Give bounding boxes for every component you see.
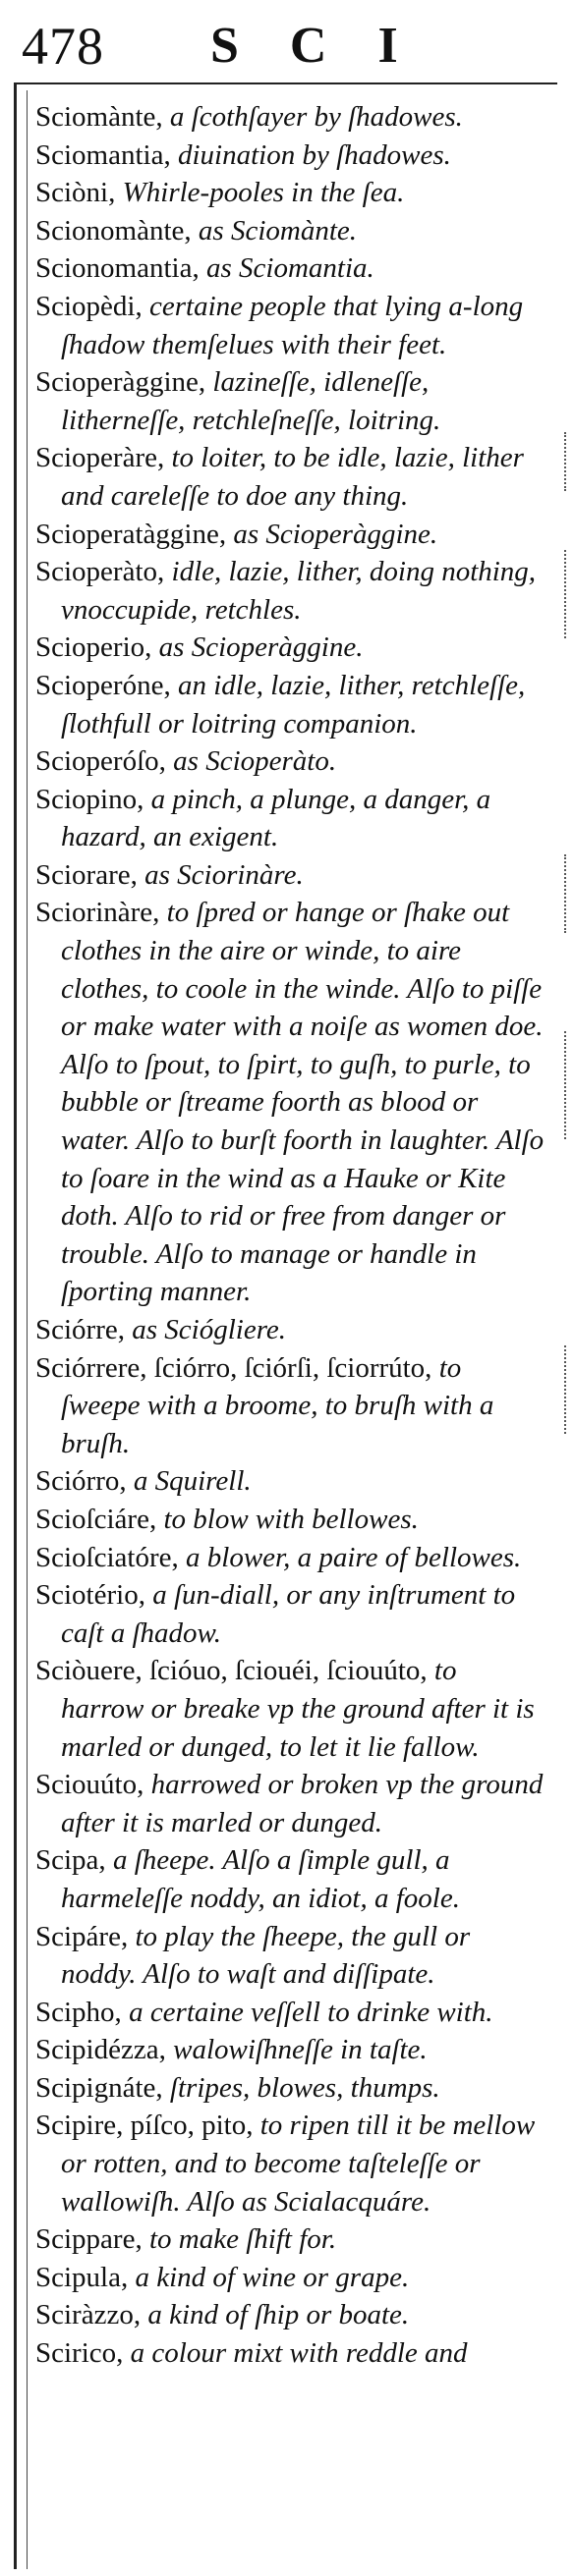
gloss: a pinch, a plunge, a danger, a hazard, an exigent.	[61, 783, 491, 853]
headword: Sciòni,	[35, 177, 116, 209]
dictionary-entry	[35, 439, 546, 515]
gloss: a blower, a paire of bellowes.	[178, 1541, 522, 1573]
dictionary-entry	[35, 516, 546, 554]
gloss: a certaine veſſell to drinke with.	[121, 1996, 493, 2028]
headword: Scipula,	[35, 2261, 129, 2293]
dictionary-entry	[35, 1766, 546, 1841]
dictionary-entry	[35, 2296, 546, 2334]
headword: Scioperóſo,	[35, 745, 166, 778]
headword: Sciouúto,	[35, 1769, 144, 1801]
headword: Sciopino,	[35, 783, 144, 815]
dictionary-entry	[35, 1462, 546, 1501]
dictionary-entry	[35, 1539, 546, 1577]
headword: Sciórre,	[35, 1314, 125, 1345]
gloss: to harrow or breake vp the ground after it is marled or dunged, to let it lie fallow.	[61, 1655, 535, 1763]
gloss: lazineſſe, idleneſſe, litherneſſe, retchleſneſſe, loitring.	[61, 366, 441, 436]
gloss: a Squirell.	[126, 1465, 252, 1498]
headword: Sciorinàre,	[35, 897, 160, 929]
gloss: as Scioperàggine.	[226, 518, 438, 550]
dictionary-entry	[35, 1994, 546, 2032]
gloss: to ripen till it be mellow or rotten, and to become taſteleſſe or wallowiſh. Alſo as Scialacquáre.	[61, 2110, 536, 2218]
dictionary-entry	[35, 2031, 546, 2069]
dictionary-entry	[35, 212, 546, 250]
headword: Scioſciatóre,	[35, 1541, 179, 1573]
gloss: to loiter, to be idle, lazie, lither and careleſſe to doe any thing.	[61, 442, 524, 512]
gloss: as Sciorinàre.	[137, 858, 304, 891]
headword: Sciràzzo,	[35, 2299, 142, 2331]
gloss: certaine people that lying a-long ſhadow themſelues with their feet.	[61, 290, 524, 360]
dictionary-entry	[35, 363, 546, 439]
dictionary-entry	[35, 98, 546, 137]
gloss: Whirle-pooles in the ſea.	[115, 177, 405, 209]
margin-scratch	[564, 550, 572, 638]
dictionary-entry	[35, 1652, 546, 1766]
headword: Scirico,	[35, 2337, 124, 2370]
dictionary-entry	[35, 1501, 546, 1539]
gloss: a ſheepe. Alſo a ſimple gull, a harmeleſſe noddy, an idiot, a foole.	[61, 1844, 460, 1914]
dictionary-entry	[35, 2220, 546, 2259]
headword: Sciorare,	[35, 858, 138, 891]
headword: Scionomantia,	[35, 252, 200, 285]
headword: Scioperàto,	[35, 556, 165, 588]
headword: Sciórrere, ſciórro, ſciórſi, ſciorrúto,	[35, 1351, 432, 1384]
dictionary-entry	[35, 894, 546, 1311]
gloss: a kind of wine or grape.	[128, 2261, 410, 2293]
dictionary-entry	[35, 2069, 546, 2108]
headword: Scipire, píſco, pito,	[35, 2110, 254, 2142]
dictionary-entry	[35, 1311, 546, 1349]
gloss: idle, lazie, lither, doing nothing, vnoccupide, retchles.	[61, 556, 537, 626]
headword: Sciomànte,	[35, 101, 163, 133]
gloss: a ſun-diall, or any inſtrument to caſt a ſhadow.	[61, 1579, 516, 1649]
gloss: as Scioperàto.	[165, 745, 337, 778]
margin-scratch	[564, 432, 572, 491]
gloss: as Sciomànte.	[191, 214, 358, 247]
dictionary-entry	[35, 1349, 546, 1463]
dictionary-entry	[35, 288, 546, 363]
headword: Scioſciáre,	[35, 1503, 157, 1535]
gloss: ſtripes, blowes, thumps.	[162, 2071, 440, 2104]
gloss: to play the ſheepe, the gull or noddy. Alſo to waſt and diſſipate.	[61, 1920, 471, 1991]
dictionary-entry	[35, 249, 546, 288]
dictionary-entry	[35, 2259, 546, 2297]
dictionary-entry	[35, 2334, 546, 2373]
headword: Scioperatàggine,	[35, 518, 227, 550]
dictionary-entry	[35, 137, 546, 175]
dictionary-entry	[35, 174, 546, 212]
margin-scratch	[564, 1345, 572, 1434]
gloss: to make ſhift for.	[142, 2223, 337, 2256]
page-header	[14, 12, 560, 81]
dictionary-entry	[35, 553, 546, 629]
headword: Scioperàggine,	[35, 366, 206, 399]
dictionary-entry	[35, 629, 546, 667]
dictionary-entry	[35, 742, 546, 781]
margin-scratch	[564, 1031, 572, 1139]
gloss: harrowed or broken vp the ground after it is marled or dunged.	[61, 1769, 544, 1838]
headword: Sciopèdi,	[35, 290, 143, 322]
headword: Sciotério,	[35, 1579, 145, 1612]
gloss: as Sciógliere.	[125, 1314, 287, 1345]
headword: Scionomànte,	[35, 214, 192, 247]
headword: Sciórro,	[35, 1465, 127, 1498]
headword: Sciomantia,	[35, 138, 171, 171]
headword: Scioperóne,	[35, 669, 171, 701]
gloss: to ſweepe with a broome, to bruſh with a bruſh.	[61, 1351, 494, 1459]
dictionary-entry	[35, 667, 546, 742]
headword: Scioperio,	[35, 631, 152, 664]
headword: Scipáre,	[35, 1920, 129, 1952]
headword: Scippare,	[35, 2223, 143, 2256]
gloss: a colour mixt with reddle and	[123, 2337, 468, 2370]
headword: Sciòuere, ſcióuo, ſciouéi, ſciouúto,	[35, 1655, 428, 1687]
gloss: diuination by ſhadowes.	[170, 138, 451, 171]
headword: Scipho,	[35, 1996, 122, 2028]
gloss: to blow with bellowes.	[156, 1503, 419, 1535]
dictionary-entry	[35, 1576, 546, 1652]
dictionary-entry	[35, 1918, 546, 1994]
headword: Scipa,	[35, 1844, 106, 1877]
dictionary-entry	[35, 781, 546, 856]
gloss: to ſpred or hange or ſhake out clothes in the aire or winde, to aire clothes, to coole in the winde. Alſo to piſſe or make water with a noiſe as women doe. Alſo to ſpout, to ſpirt, to guſh, to purle, to bubble or ſtreame foorth as blood or water. Alſo to burſt foorth in laughter. Alſo to ſoare in the wind as a Hauke or Kite doth. Alſo to rid or free from danger or trouble. Alſo to manage or handle in ſporting manner.	[61, 897, 545, 1308]
dictionary-column	[35, 98, 546, 2373]
headword: Scipidézza,	[35, 2034, 166, 2066]
gloss: as Scioperàggine.	[151, 631, 364, 664]
headword: Scioperàre,	[35, 442, 165, 474]
headword: Scipignáte,	[35, 2071, 163, 2104]
dictionary-entry	[35, 856, 546, 895]
dictionary-entry	[35, 2107, 546, 2220]
gloss: a ſcothſayer by ſhadowes.	[162, 101, 463, 133]
gloss: as Sciomantia.	[199, 252, 374, 285]
running-head: SCI	[210, 18, 449, 74]
gloss: an idle, lazie, lither, retchleſſe, ſlothfull or loitring companion.	[61, 669, 526, 740]
margin-scratch	[564, 854, 572, 933]
page-number: 478	[22, 17, 104, 76]
dictionary-entry	[35, 1841, 546, 1917]
gloss: a kind of ſhip or boate.	[141, 2299, 410, 2331]
gloss: walowiſhneſſe in taſte.	[165, 2034, 428, 2066]
